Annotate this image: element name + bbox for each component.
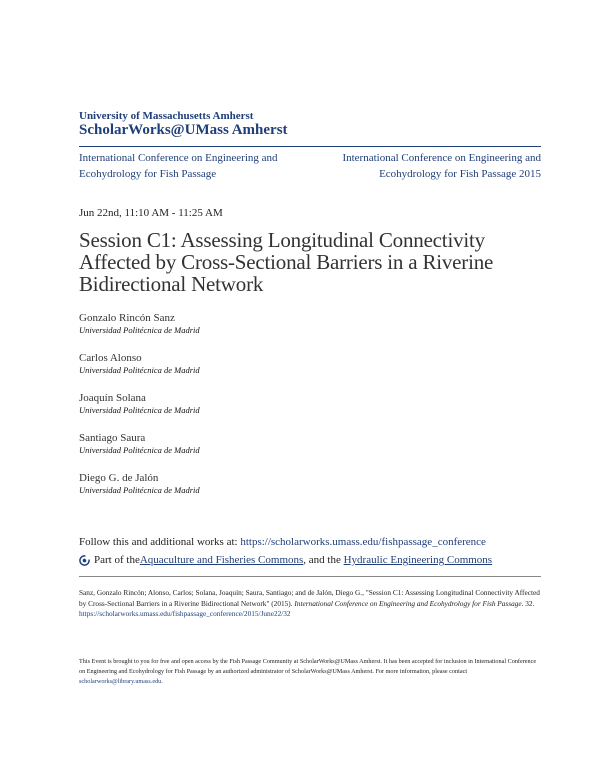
follow-line — [79, 535, 486, 549]
hydraulic-commons-link[interactable]: Hydraulic Engineering Commons — [343, 554, 493, 566]
follow-url-link[interactable]: https://scholarworks.umass.edu/fishpassage_conference — [240, 536, 486, 548]
follow-text: Follow this and additional works at: — [79, 536, 241, 548]
repository-name[interactable]: ScholarWorks@UMass Amherst — [79, 122, 288, 138]
citation-text: Sanz, Gonzalo Rincón; Alonso, Carlos; Solana, Joaquín; Saura, Santiago; and de Jalón, Diego G., "Session C1: Assessing Longitudinal Connectivity Affected by Cross-Sectional Barriers in a Riverine Bidirectional Network" (2015). — [79, 588, 540, 608]
notice-text: This Event is brought to you for free and open access by the Fish Passage Community at ScholarWorks@UMass Amherst. It has been accepted for inclusion in International Conference on Engineering and Ecohydrology for Fish Passage by an authorized administrator of ScholarWorks@UMass Amherst. For more information, please contact — [79, 658, 537, 675]
session-title: Session C1: Assessing Longitudinal Connectivity Affected by Cross-Sectional Barriers in a Riverine Bidirectional Network — [79, 228, 494, 296]
partof-mid: , and the — [303, 554, 344, 566]
author-name: Diego G. de Jalón — [79, 472, 159, 484]
institution-name[interactable]: University of Massachusetts Amherst — [79, 110, 254, 122]
partof-prefix: Part of the — [94, 554, 140, 566]
author-name: Joaquín Solana — [79, 392, 146, 404]
open-access-icon — [79, 555, 90, 566]
aquaculture-commons-link[interactable]: Aquaculture and Fisheries Commons — [139, 554, 304, 566]
conference-year-link[interactable]: International Conference on Engineering and Ecohydrology for Fish Passage 2015 — [342, 152, 541, 180]
header-divider — [79, 146, 541, 147]
session-date: Jun 22nd, 11:10 AM - 11:25 AM — [79, 207, 223, 219]
partof-line — [79, 553, 492, 567]
recommended-citation — [79, 588, 541, 620]
author-affiliation: Universidad Politécnica de Madrid — [79, 365, 200, 375]
contact-email-link[interactable]: scholarworks@library.umass.edu — [79, 678, 162, 685]
author-affiliation: Universidad Politécnica de Madrid — [79, 325, 200, 335]
author-affiliation: Universidad Politécnica de Madrid — [79, 445, 200, 455]
notice-end: . — [161, 678, 163, 685]
author-affiliation: Universidad Politécnica de Madrid — [79, 405, 200, 415]
citation-url-link[interactable]: https://scholarworks.umass.edu/fishpassage_conference/2015/June22/32 — [79, 609, 291, 618]
author-affiliation: Universidad Politécnica de Madrid — [79, 485, 200, 495]
author-entry — [79, 352, 479, 375]
author-entry — [79, 472, 479, 495]
citation-journal: International Conference on Engineering and Ecohydrology for Fish Passage — [294, 598, 522, 608]
conference-link[interactable]: International Conference on Engineering and Ecohydrology for Fish Passage — [79, 152, 278, 180]
author-name: Santiago Saura — [79, 432, 146, 444]
author-entry — [79, 432, 479, 455]
author-name: Carlos Alonso — [79, 352, 142, 364]
citation-divider — [79, 576, 541, 577]
author-name: Gonzalo Rincón Sanz — [79, 312, 175, 324]
citation-suffix: . 32. — [521, 598, 535, 608]
author-entry — [79, 312, 479, 335]
access-notice — [79, 657, 541, 687]
author-list — [79, 312, 479, 512]
author-entry — [79, 392, 479, 415]
